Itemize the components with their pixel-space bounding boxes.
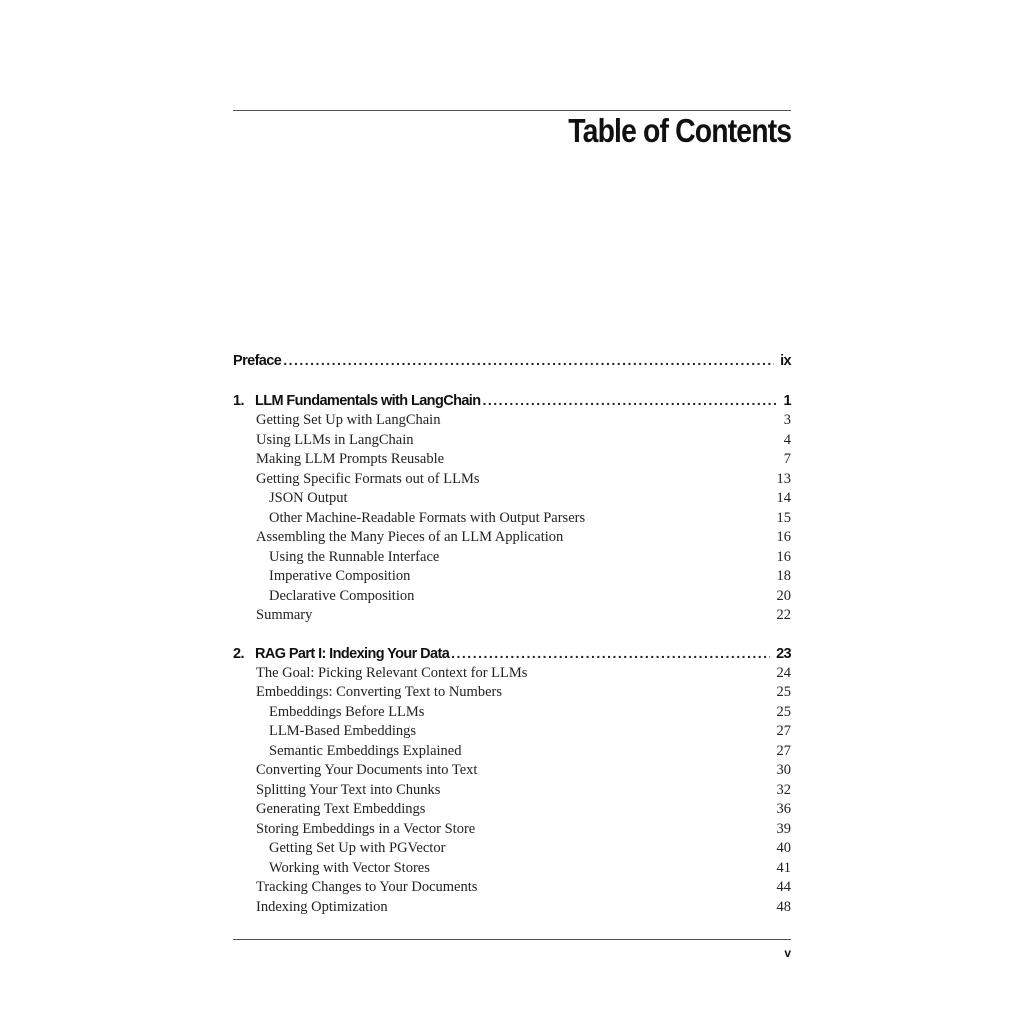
entry-label: Tracking Changes to Your Documents [256, 879, 478, 895]
top-rule [233, 110, 791, 111]
toc-subsection[interactable] [233, 860, 791, 880]
chapter-title: Preface [233, 353, 282, 369]
page-ref: 22 [776, 607, 791, 623]
dot-leader [482, 392, 777, 408]
page-ref: 39 [776, 820, 791, 837]
entry-label: Declarative Composition [269, 587, 415, 604]
page-ref: 44 [776, 879, 791, 895]
toc-subsection[interactable] [233, 840, 791, 860]
chapter-number: 1. [233, 393, 244, 409]
page-ref: 30 [776, 762, 791, 778]
entry-label: Summary [256, 607, 313, 623]
bottom-rule [233, 939, 791, 940]
toc-section[interactable] [233, 821, 791, 841]
toc-section[interactable] [233, 762, 791, 782]
page-ref: 7 [783, 451, 791, 467]
chapter-title: RAG Part I: Indexing Your Data [255, 645, 450, 662]
entry-label: Getting Set Up with LangChain [256, 412, 441, 428]
toc-subsection[interactable] [233, 743, 791, 763]
toc-subsection[interactable] [233, 704, 791, 724]
entry-label: JSON Output [269, 490, 348, 506]
toc-section[interactable] [233, 879, 791, 899]
page-ref: 40 [776, 840, 791, 856]
entry-label: Other Machine-Readable Formats with Output Parsers [269, 509, 586, 526]
toc-subsection[interactable] [233, 568, 791, 588]
entry-label: Converting Your Documents into Text [256, 762, 478, 778]
page-ref: 24 [776, 664, 791, 681]
entry-label: The Goal: Picking Relevant Context for LLMs [256, 664, 528, 681]
toc-section[interactable] [233, 665, 791, 685]
page-ref: 15 [776, 509, 791, 526]
entry-label: Getting Specific Formats out of LLMs [256, 470, 480, 487]
entry-label: Embeddings: Converting Text to Numbers [256, 684, 502, 700]
entry-label: LLM-Based Embeddings [269, 723, 416, 739]
page-ref: 14 [776, 490, 791, 506]
entry-label: Storing Embeddings in a Vector Store [256, 820, 476, 837]
entry-label: Using the Runnable Interface [269, 548, 440, 565]
page-ref: 13 [776, 470, 791, 487]
toc-preface[interactable] [233, 352, 791, 372]
toc-section[interactable] [233, 607, 791, 627]
toc-section[interactable] [233, 782, 791, 802]
toc-section[interactable] [233, 529, 791, 549]
toc-subsection[interactable] [233, 549, 791, 569]
page-ref: 36 [776, 801, 791, 817]
page-ref: 27 [776, 742, 791, 759]
toc-section[interactable] [233, 412, 791, 432]
toc-subsection[interactable] [233, 510, 791, 530]
toc-section[interactable] [233, 684, 791, 704]
page-ref: 27 [776, 723, 791, 739]
toc-chapter[interactable] [233, 392, 791, 412]
entry-label: Generating Text Embeddings [256, 801, 426, 817]
toc-chapter[interactable] [233, 645, 791, 665]
chapter-title: LLM Fundamentals with LangChain [255, 393, 481, 409]
toc-subsection[interactable] [233, 723, 791, 743]
page-ref: 25 [776, 703, 791, 720]
page-ref: 4 [783, 431, 791, 448]
page-ref: 32 [776, 781, 791, 798]
entry-label: Using LLMs in LangChain [256, 431, 414, 448]
toc-subsection[interactable] [233, 490, 791, 510]
entry-label: Getting Set Up with PGVector [269, 840, 446, 856]
page-ref: 1 [783, 393, 791, 409]
dot-leader [451, 645, 770, 661]
toc-section[interactable] [233, 899, 791, 919]
page-ref: 23 [776, 645, 791, 662]
page-ref: 3 [783, 412, 791, 428]
entry-label: Making LLM Prompts Reusable [256, 451, 445, 467]
toc-section[interactable] [233, 471, 791, 491]
page-title: Table of Contents [568, 112, 791, 149]
page-ref: 16 [776, 529, 791, 545]
entry-label: Semantic Embeddings Explained [269, 742, 462, 759]
page-ref: 18 [776, 568, 791, 584]
entry-label: Imperative Composition [269, 568, 411, 584]
page-ref: ix [780, 353, 791, 369]
toc-subsection[interactable] [233, 588, 791, 608]
toc-section[interactable] [233, 451, 791, 471]
dot-leader [283, 352, 774, 368]
page-ref: 16 [776, 548, 791, 565]
page-number: v [784, 946, 791, 960]
entry-label: Working with Vector Stores [269, 859, 430, 876]
page-ref: 20 [776, 587, 791, 604]
toc-section[interactable] [233, 432, 791, 452]
chapter-number: 2. [233, 645, 244, 662]
page-ref: 48 [776, 898, 791, 915]
entry-label: Assembling the Many Pieces of an LLM Application [256, 529, 564, 545]
entry-label: Splitting Your Text into Chunks [256, 781, 441, 798]
entry-label: Embeddings Before LLMs [269, 703, 425, 720]
toc-section[interactable] [233, 801, 791, 821]
entry-label: Indexing Optimization [256, 898, 388, 915]
page-ref: 41 [776, 859, 791, 876]
page-ref: 25 [776, 684, 791, 700]
